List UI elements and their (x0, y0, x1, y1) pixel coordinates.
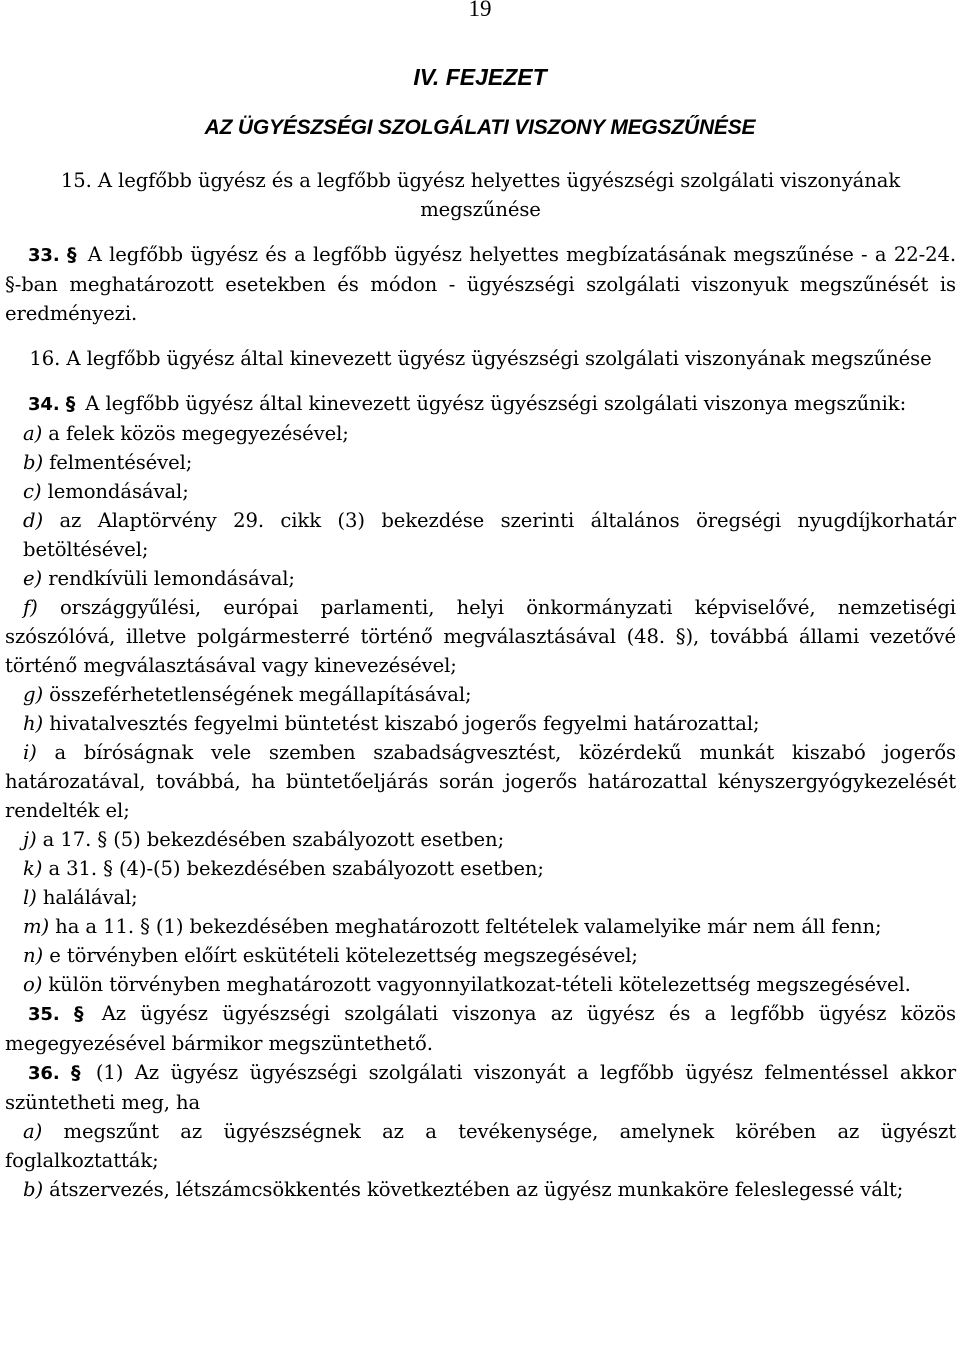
list-text: ha a 11. § (1) bekezdésében meghatározott feltételek valamelyike már nem áll fenn; (55, 915, 882, 938)
list-item (5, 593, 956, 680)
list-item (5, 448, 956, 477)
list-label: d) (23, 509, 43, 532)
paragraph-35 (5, 999, 956, 1058)
list-label: g) (23, 683, 43, 706)
list-label: a) (23, 422, 43, 445)
chapter-title: AZ ÜGYÉSZSÉGI SZOLGÁLATI VISZONY MEGSZŰNÉSE (204, 116, 756, 139)
list-label: h) (23, 712, 44, 735)
list-item (5, 970, 956, 999)
list-text: az Alaptörvény 29. cikk (3) bekezdése szerinti általános öregségi nyugdíjkorhatár betöltésével; (23, 509, 956, 561)
section-sign-icon: § (66, 244, 77, 266)
list-text: a felek közös megegyezésével; (48, 422, 349, 445)
paragraph-text: Az ügyész ügyészségi szolgálati viszonya az ügyész és a legfőbb ügyész közös megegyezésével bármikor megszüntethető. (5, 1002, 956, 1055)
list-text: külön törvényben meghatározott vagyonnyilatkozat-tételi kötelezettség megszegésével. (48, 973, 911, 996)
list-text: lemondásával; (47, 480, 189, 503)
list-label: o) (23, 973, 43, 996)
list-item (5, 941, 956, 970)
list-text: halálával; (42, 886, 138, 909)
list-label: n) (23, 944, 44, 967)
paragraph-number: 33. (28, 245, 60, 266)
list-label: l) (23, 886, 37, 909)
list-label: m) (23, 915, 50, 938)
list-label: b) (23, 451, 43, 474)
list-item (5, 738, 956, 825)
list-item (5, 419, 956, 448)
paragraph-number: 34. (28, 394, 60, 415)
section-heading-15: 15. A legfőbb ügyész és a legfőbb ügyész helyettes ügyészségi szolgálati viszonyának megszűnése (60, 169, 901, 221)
list-item (5, 1117, 956, 1175)
list-label: e) (23, 567, 43, 590)
list-item (5, 506, 956, 564)
list-text: összeférhetetlenségének megállapításával; (49, 683, 472, 706)
list-item (5, 854, 956, 883)
list-item (5, 1175, 956, 1204)
list-label: c) (23, 480, 42, 503)
section-sign-icon: § (73, 1003, 84, 1025)
paragraph-number: 35. (28, 1004, 60, 1025)
section-heading-16: 16. A legfőbb ügyész által kinevezett ügyész ügyészségi szolgálati viszonyának megszűnése (29, 347, 932, 370)
paragraph-33 (5, 240, 956, 328)
list-text: megszűnt az ügyészségnek az a tevékenysége, amelynek körében az ügyészt foglalkoztatták; (5, 1120, 956, 1172)
list-item (5, 825, 956, 854)
list-label: f) (23, 596, 38, 619)
list-text: rendkívüli lemondásával; (48, 567, 295, 590)
list-text: a 31. § (4)-(5) bekezdésében szabályozott esetben; (48, 857, 544, 880)
section-sign-icon: § (71, 1062, 81, 1084)
list-item (5, 680, 956, 709)
section-sign-icon: § (65, 393, 76, 415)
paragraph-text: A legfőbb ügyész által kinevezett ügyész ügyészségi szolgálati viszonya megszűnik: (85, 392, 907, 415)
paragraph-text: (1) Az ügyész ügyészségi szolgálati viszonyát a legfőbb ügyész felmentéssel akkor szüntetheti meg, ha (5, 1061, 956, 1114)
list-text: e törvényben előírt esküt​ételi kötelezettség megszegésével; (49, 944, 638, 967)
list-label: b) (23, 1178, 43, 1201)
paragraph-number: 36. (28, 1063, 60, 1084)
paragraph-text: A legfőbb ügyész és a legfőbb ügyész helyettes megbízatásának megszűnése - a 22-24. §-ban meghatározott esetekben és módon - ügyészségi szolgálati viszonyuk megszűnését is eredményezi. (5, 243, 956, 325)
list-item (5, 912, 956, 941)
paragraph-36 (5, 1058, 956, 1117)
chapter-heading: IV. FEJEZET (413, 64, 547, 90)
list-item (5, 477, 956, 506)
list-label: j) (23, 828, 37, 851)
list-item (5, 883, 956, 912)
list-item (5, 564, 956, 593)
list-text: átszervezés, létszámcsökkentés következtében az ügyész munkaköre feleslegessé vált; (49, 1178, 904, 1201)
list-label: k) (23, 857, 43, 880)
list-text: felmentésével; (49, 451, 193, 474)
list-text: országgyűlési, európai parlamenti, helyi önkormányzati képviselővé, nemzetiségi szószólóvá, illetve polgármesterré történő megválasztásával (48. §), továbbá állami vezetővé történő megválasztásával vagy kinevezésével; (5, 596, 956, 677)
list-text: a bíróságnak vele szemben szabadságvesztést, közérdekű munkát kiszabó jogerős határozatával, továbbá, ha büntetőeljárás során jogerős határozattal kényszergyógykezelését rendelték el; (5, 741, 956, 822)
list-item (5, 709, 956, 738)
list-text: a 17. § (5) bekezdésében szabályozott esetben; (42, 828, 505, 851)
list-text: hivatalvesztés fegyelmi büntetést kiszabó jogerős fegyelmi határozattal; (49, 712, 760, 735)
list-label: a) (23, 1120, 43, 1143)
list-label: i) (23, 741, 37, 764)
document-body (5, 166, 956, 1204)
page-number: 19 (468, 0, 492, 21)
paragraph-34 (5, 389, 956, 419)
